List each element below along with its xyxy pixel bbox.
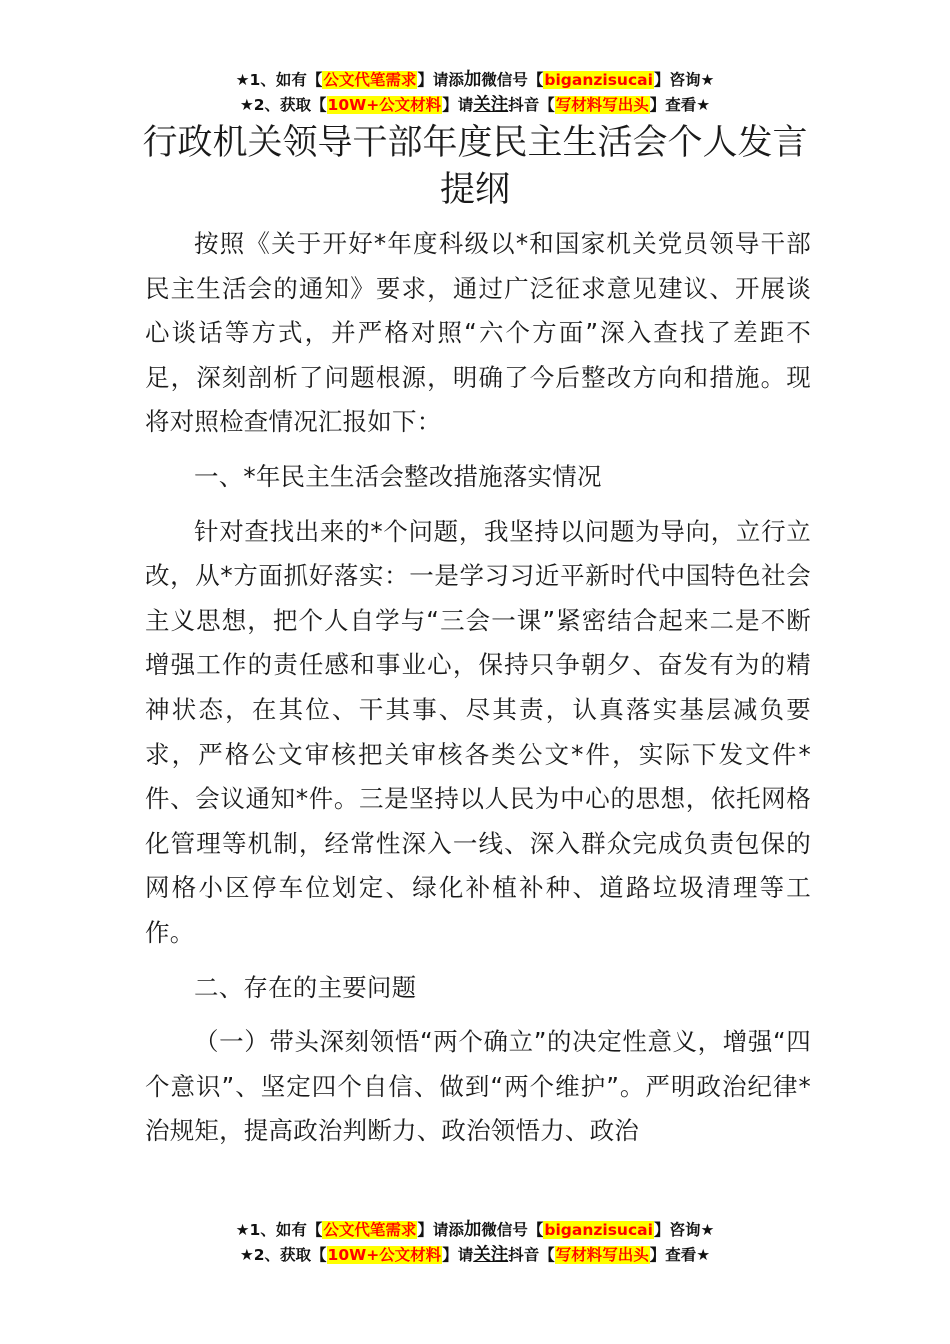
promo-line-1: ★1、如有【公文代笔需求】请添加微信号【biganzisucai】咨询★ [235, 70, 715, 90]
highlight-service: 公文代笔需求 [323, 1221, 417, 1239]
intro-paragraph: 按照《关于开好*年度科级以*和国家机关党员领导干部民主生活会的通知》要求，通过广泛征求意见建议、开展谈心谈话等方式，并严格对照“六个方面”深入查找了差距不足，深刻剖析了问题根源，明确了今后整改方向和措施。现将对照检查情况汇报如下： [145, 229, 811, 437]
highlight-douyin: 写材料写出头 [555, 1246, 649, 1264]
highlight-materials: 10W+公文材料 [327, 96, 442, 114]
promo-line-2: ★2、获取【10W+公文材料】请关注抖音【写材料写出头】查看★ [239, 1245, 711, 1265]
promo-line-1: ★1、如有【公文代笔需求】请添加微信号【biganzisucai】咨询★ [235, 1220, 715, 1240]
section-heading-2: 二、存在的主要问题 [194, 972, 417, 1002]
document-title: 行政机关领导干部年度民主生活会个人发言提纲 [142, 123, 808, 210]
highlight-service: 公文代笔需求 [323, 71, 417, 89]
body-paragraph: 针对查找出来的*个问题，我坚持以问题为导向，立行立改，从*方面抓好落实：一是学习习近平新时代中国特色社会主义思想，把个人自学与“三会一课”紧密结合起来二是不断增强工作的责任感和事业心，保持只争朝夕、奋发有为的精神状态，在其位、干其事、尽其责，认真落实基层减负要求，严格公文审核把关审核各类公文*件，实际下发文件*件、会议通知*件。三是坚持以人民为中心的思想，依托网格化管理等机制，经常性深入一线、深入群众完成负责包保的网格小区停车位划定、绿化补植补种、道路垃圾清理等工作。 [145, 516, 811, 947]
highlight-materials: 10W+公文材料 [327, 1246, 442, 1264]
promo-line-2: ★2、获取【10W+公文材料】请关注抖音【写材料写出头】查看★ [239, 95, 711, 115]
subsection-paragraph: （一）带头深刻领悟“两个确立”的决定性意义，增强“四个意识”、坚定四个自信、做到“两个维护”。严明政治纪律*治规矩，提高政治判断力、政治领悟力、政治 [145, 1027, 811, 1146]
document-body [145, 222, 811, 1154]
promo-banner-bottom [0, 1218, 950, 1268]
promo-banner-top [0, 68, 950, 118]
highlight-wechat-id: biganzisucai [544, 1221, 653, 1239]
section-heading-1: 一、*年民主生活会整改措施落实情况 [194, 461, 602, 491]
highlight-wechat-id: biganzisucai [544, 71, 653, 89]
highlight-douyin: 写材料写出头 [555, 96, 649, 114]
